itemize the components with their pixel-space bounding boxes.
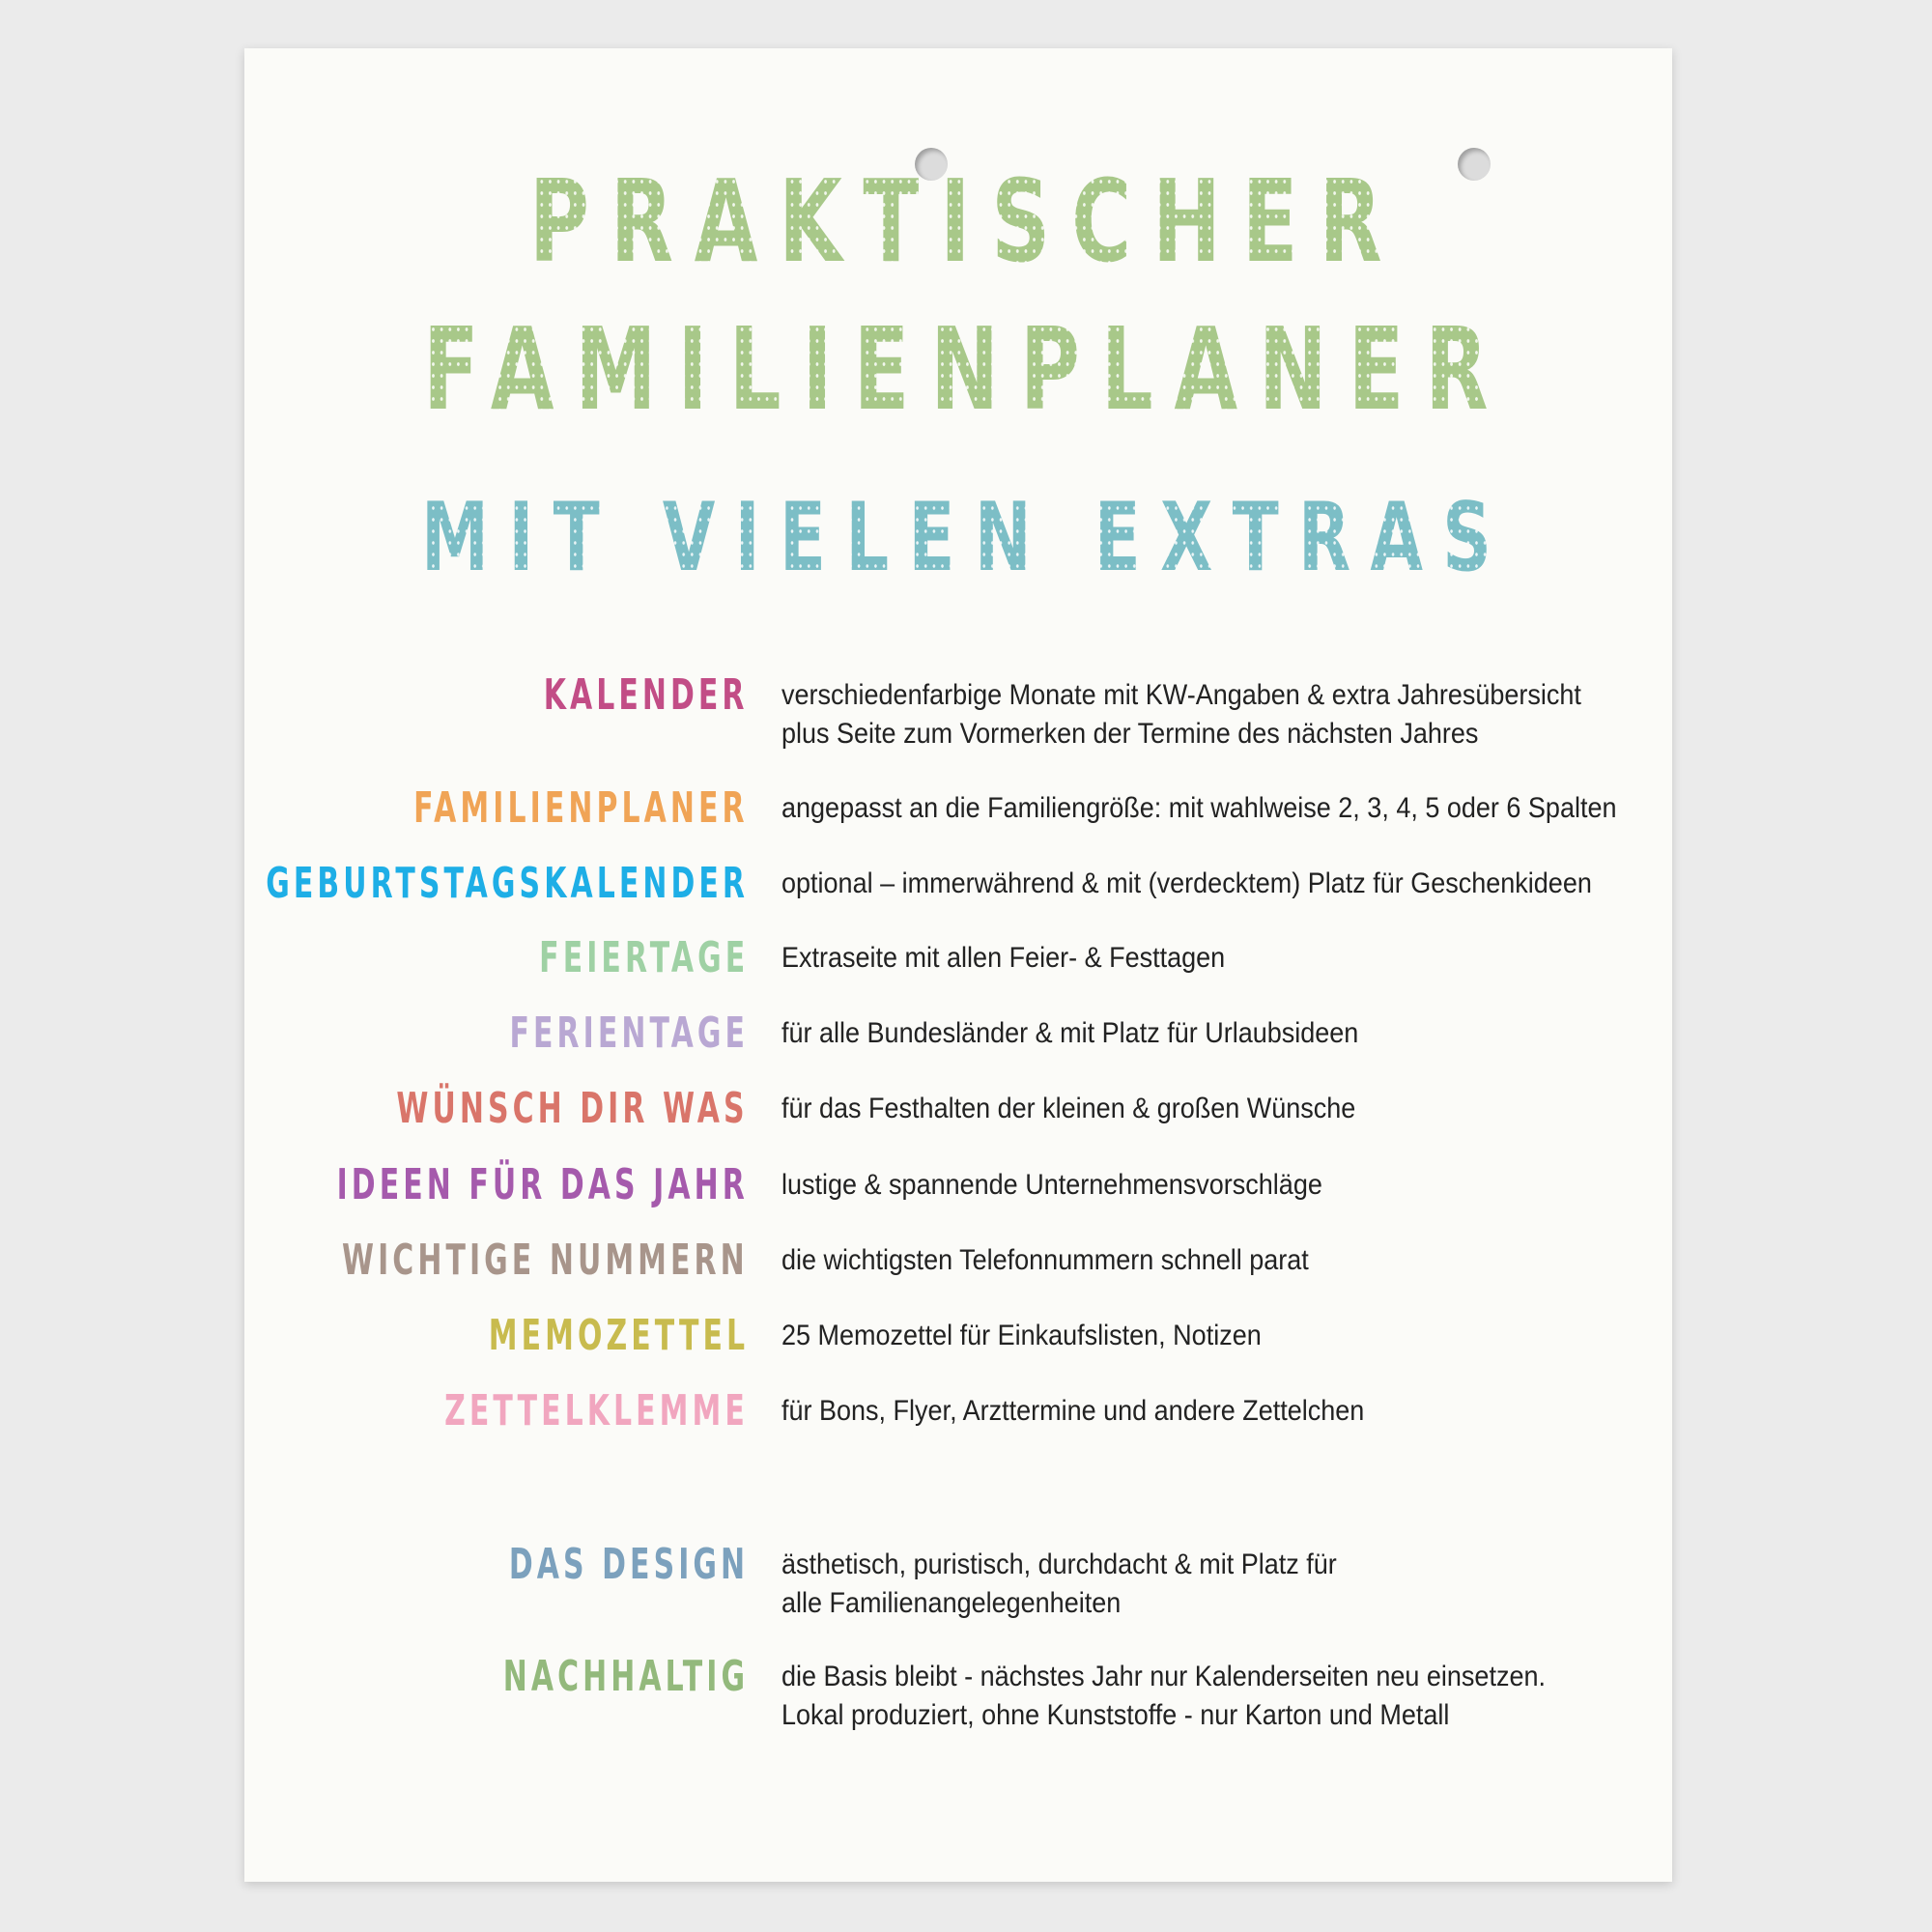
description-line: Extraseite mit allen Feier- & Festtagen	[781, 942, 1226, 974]
feature-description	[781, 676, 1581, 753]
feature-label: ZETTELKLEMME	[444, 1386, 749, 1435]
feature-description	[781, 1392, 1364, 1431]
description-line: für das Festhalten der kleinen & großen Wünsche	[781, 1093, 1356, 1124]
feature-label: KALENDER	[544, 670, 749, 720]
feature-description	[781, 1166, 1322, 1205]
feature-label: FEIERTAGE	[538, 933, 749, 982]
extra-description	[781, 1546, 1337, 1623]
description-line: ästhetisch, puristisch, durchdacht & mit Platz für	[781, 1548, 1337, 1580]
description-line: Lokal produziert, ohne Kunststoffe - nur Karton und Metall	[781, 1699, 1450, 1731]
description-line: für Bons, Flyer, Arzttermine und andere Zettelchen	[781, 1395, 1365, 1427]
description-line: für alle Bundesländer & mit Platz für Urlaubsideen	[781, 1017, 1359, 1049]
extra-label: NACHHALTIG	[502, 1652, 749, 1701]
description-line: 25 Memozettel für Einkaufslisten, Notizen	[781, 1320, 1262, 1351]
description-line: angepasst an die Familiengröße: mit wahlweise 2, 3, 4, 5 oder 6 Spalten	[781, 792, 1617, 824]
feature-description	[781, 1317, 1262, 1355]
feature-description	[781, 865, 1592, 903]
description-line: alle Familienangelegenheiten	[781, 1587, 1122, 1619]
feature-label: GEBURTSTAGSKALENDER	[266, 859, 749, 908]
feature-label: WÜNSCH DIR WAS	[396, 1084, 749, 1133]
extra-label: DAS DESIGN	[508, 1540, 749, 1589]
description-line: verschiedenfarbige Monate mit KW-Angaben & extra Jahresübersicht	[781, 679, 1581, 711]
subtitle: MIT VIELEN EXTRAS	[270, 491, 1662, 585]
extra-description	[781, 1658, 1546, 1735]
title-line-1: PRAKTISCHER	[270, 164, 1662, 278]
feature-description	[781, 939, 1225, 978]
feature-label: IDEEN FÜR DAS JAHR	[336, 1160, 749, 1209]
description-line: plus Seite zum Vormerken der Termine des nächsten Jahres	[781, 718, 1479, 750]
feature-description	[781, 1241, 1309, 1280]
feature-label: FERIENTAGE	[509, 1009, 749, 1058]
title-line-2: FAMILIENPLANER	[270, 312, 1662, 426]
feature-description	[781, 1090, 1355, 1128]
feature-label: WICHTIGE NUMMERN	[342, 1236, 749, 1285]
description-line: die wichtigsten Telefonnummern schnell parat	[781, 1244, 1309, 1276]
description-line: lustige & spannende Unternehmensvorschläge	[781, 1169, 1322, 1201]
description-line: optional – immerwährend & mit (verdecktem) Platz für Geschenkideen	[781, 867, 1592, 899]
feature-description	[781, 1014, 1358, 1053]
feature-label: MEMOZETTEL	[488, 1311, 749, 1360]
feature-label: FAMILIENPLANER	[413, 783, 749, 833]
description-line: die Basis bleibt - nächstes Jahr nur Kalenderseiten neu einsetzen.	[781, 1661, 1546, 1692]
feature-description	[781, 789, 1616, 828]
